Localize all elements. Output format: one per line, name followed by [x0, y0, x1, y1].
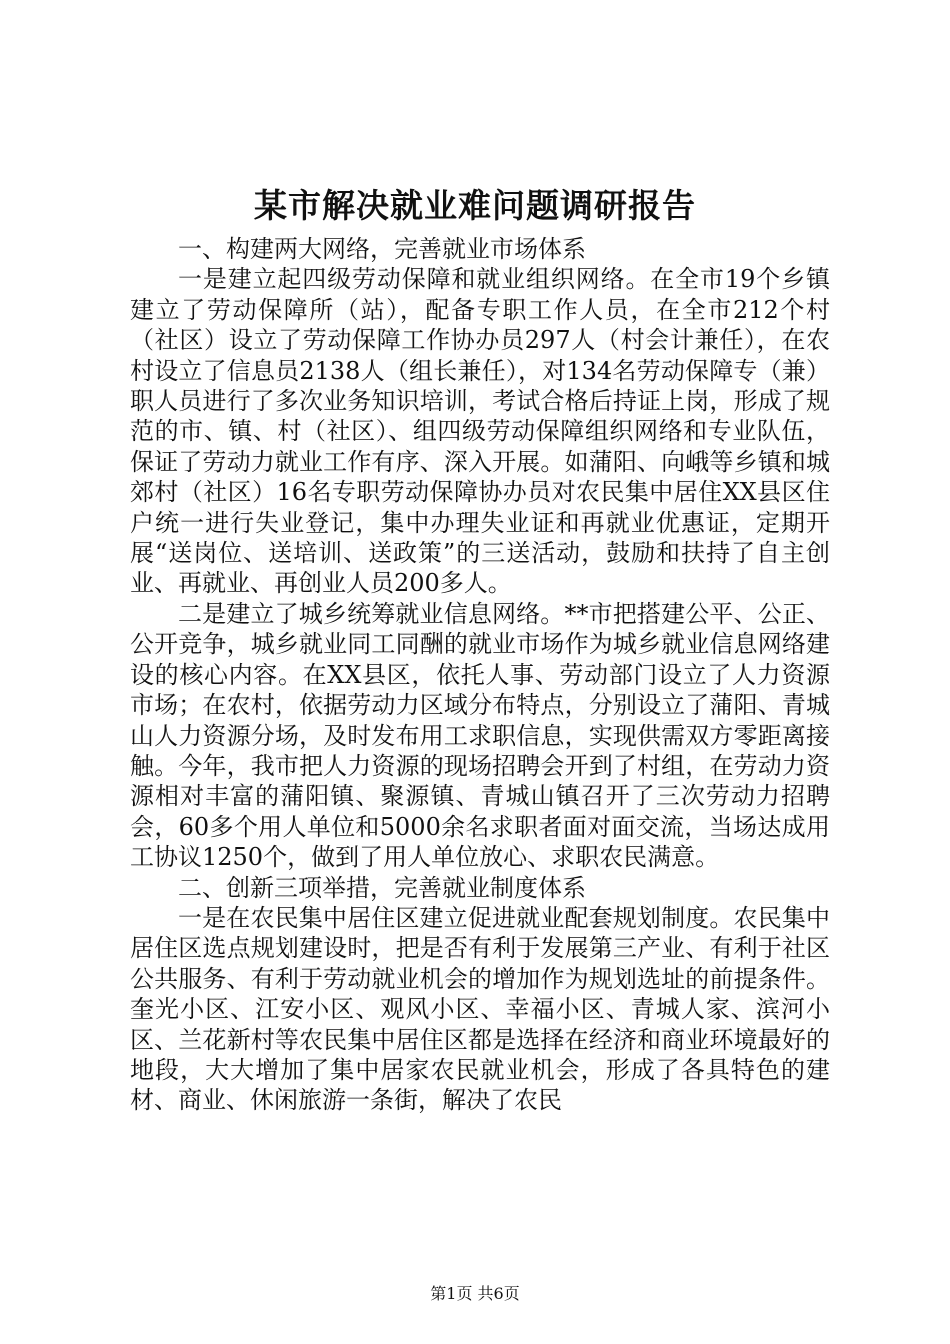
- document-body: [130, 234, 830, 1116]
- paragraph-3: 一是在农民集中居住区建立促进就业配套规划制度。农民集中居住区选点规划建设时，把是否有利于发展第三产业、有利于社区公共服务、有利于劳动就业机会的增加作为规划选址的前提条件。奎光小区、江安小区、观风小区、幸福小区、青城人家、滨河小区、兰花新村等农民集中居住区都是选择在经济和商业环境最好的地段，大大增加了集中居家农民就业机会，形成了各具特色的建材、商业、休闲旅游一条街，解决了农民: [130, 903, 830, 1115]
- paragraph-1: 一是建立起四级劳动保障和就业组织网络。在全市19个乡镇建立了劳动保障所（站），配备专职工作人员，在全市212个村（社区）设立了劳动保障工作协办员297人（村会计兼任），在农村设立了信息员2138人（组长兼任），对134名劳动保障专（兼）职人员进行了多次业务知识培训，考试合格后持证上岗，形成了规范的市、镇、村（社区）、组四级劳动保障组织网络和专业队伍，保证了劳动力就业工作有序、深入开展。如蒲阳、向峨等乡镇和城郊村（社区）16名专职劳动保障协办员对农民集中居住XX县区住户统一进行失业登记，集中办理失业证和再就业优惠证，定期开展“送岗位、送培训、送政策”的三送活动，鼓励和扶持了自主创业、再就业、再创业人员200多人。: [130, 265, 830, 598]
- section-heading-2: 二、创新三项举措，完善就业制度体系: [178, 873, 586, 902]
- section-heading-1: 一、构建两大网络，完善就业市场体系: [178, 235, 586, 263]
- page-footer: 第1页 共6页: [430, 1284, 520, 1303]
- paragraph-2: 二是建立了城乡统筹就业信息网络。**市把搭建公平、公正、公开竞争，城乡就业同工同酬的就业市场作为城乡就业信息网络建设的核心内容。在XX县区，依托人事、劳动部门设立了人力资源市场；在农村，依据劳动力区域分布特点，分别设立了蒲阳、青城山人力资源分场，及时发布用工求职信息，实现供需双方零距离接触。今年，我市把人力资源的现场招聘会开到了村组，在劳动力资源相对丰富的蒲阳镇、聚源镇、青城山镇召开了三次劳动力招聘会，60多个用人单位和5000余名求职者面对面交流，当场达成用工协议1250个，做到了用人单位放心、求职农民满意。: [130, 599, 830, 872]
- document-title: 某市解决就业难问题调研报告: [254, 186, 696, 225]
